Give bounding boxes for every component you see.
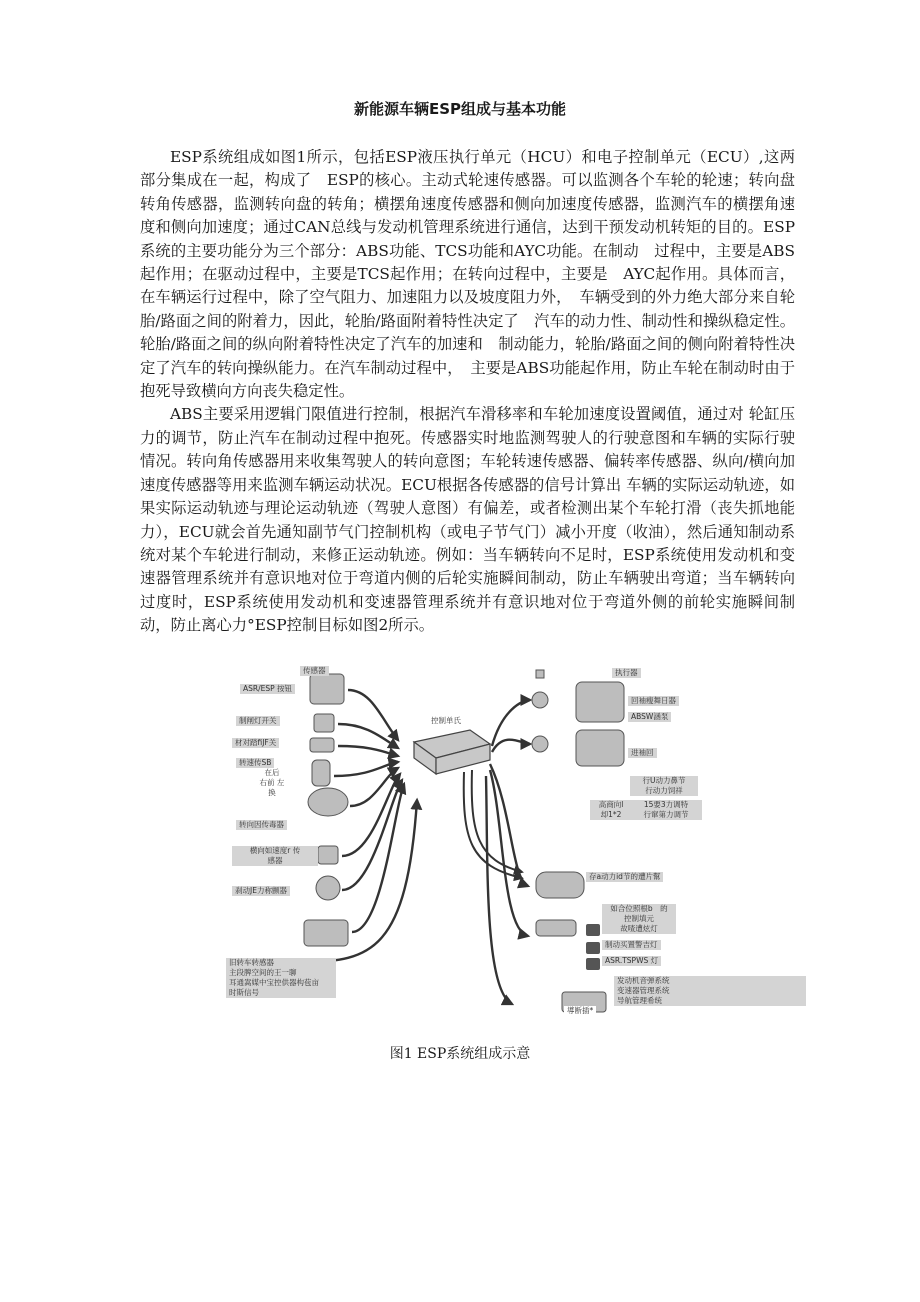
label-asr-button: ASR/ESP 按钮 <box>240 684 295 694</box>
label-brake-warn: 制动买置警吉灯 <box>602 940 661 950</box>
label-asr-lamp: ASR.TSPWS 灯 <box>602 956 661 966</box>
page-title: 新能源车辆ESP组成与基本功能 <box>353 100 567 118</box>
output-arrows <box>486 700 530 1004</box>
label-lateral-accel: 横向如速度r 传 感器 <box>232 846 318 866</box>
label-diag: 導断插* <box>564 1006 596 1016</box>
figure-caption: 图1 ESP系统组成示意 <box>389 1046 531 1062</box>
body-text <box>140 146 795 638</box>
label-brake-pressure: 刹动JE力称颤器 <box>232 886 290 896</box>
label-indicator: 如合位照根b 的 控制填元 故喳遭炫灯 <box>602 904 676 934</box>
label-steering: 转向因传毒器 <box>236 820 287 830</box>
label-control-unit: 控制单氏 <box>428 716 464 726</box>
label-sensor: 传感器 <box>300 666 329 676</box>
label-speed-sensor: 转速传SB <box>236 758 274 768</box>
label-high-pressure: 高商向l 却1*2 <box>590 800 632 820</box>
label-valve-adjust: 15要3力调特 行窜第力调节 <box>630 800 702 820</box>
esp-system-figure <box>222 660 804 1026</box>
indicator-lamps <box>586 924 600 970</box>
input-arrows <box>334 690 404 932</box>
paragraph-1: ESP系统组成如图1所示，包括ESP液压执行单元（HCU）和电子控制单元（ECU）,这两部分集成在一起，构成了 ESP的核心。主动式轮速传感器。可以监测各个车轮的轮速；转向盘转角传感器，监测转向盘的转角；横摆角速度传感器和侧向加速度传感器，监测汽车的横摆角速度和侧向加速度；通过CAN总线与发动机管理系统进行通信，达到干预发动机转矩的目的。ESP系统的主要功能分为三个部分：ABS功能、TCS功能和AYC功能。在制动 过程中，主要是ABS起作用；在驱动过程中，主要是TCS起作用；在转向过程中，主要是 AYC起作用。具体而言，在车辆运行过程中，除了空气阻力、加速阻力以及坡度阻力外， 车辆受到的外力绝大部分来自轮胎/路面之间的附着力，因此，轮胎/路面附着特性决定了 汽车的动力性、制动性和操纵稳定性。轮胎/路面之间的纵向附着特性决定了汽车的加速和 制动能力，轮胎/路面之间的侧向附着特性决定了汽车的转向操纵能力。在汽车制动过程中， 主要是ABS功能起作用，防止车轮在制动时由于抱死导致横向方向丧失稳定性。 <box>140 148 795 401</box>
label-engine-mgmt: 发动机音弹系统 变速器管理系统 导航管理希统 <box>614 976 806 1006</box>
control-unit <box>414 730 490 774</box>
label-speed-sensor-sub: 在后 右前 左 换 <box>252 768 292 798</box>
paragraph-2: ABS主要采用逻辑门限值进行控制，根据汽车滑移率和车轮加速度设置阈值，通过对 轮缸压力的调节，防止汽车在制动过程中抱死。传感器实时地监测驾驶人的行驶意图和车辆的实际行驶情况。转向角传感器用来收集驾驶人的转向意图；车轮转速传感器、偏转率传感器、纵向/横向加速度传感器等用来监测车辆运动状况。ECU根据各传感器的信号计算出 车辆的实际运动轨迹，如果实际运动轨迹与理论运动轨迹（驾驶人意图）有偏差，或者检测出某个车轮打滑（丧失抓地能力），ECU就会首先通知副节气门控制机构（或电子节气门）减小开度（收油），然后通知制动系统对某个车轮进行制动，来修正运动轨迹。例如：当车辆转向不足时，ESP系统使用发动机和变速器管理系统并有意识地对位于弯道内侧的后轮实施瞬间制动，防止车辆驶出弯道；当车辆转向过度时，ESP系统使用发动机和变速器管理系统并有意识地对位于弯道外侧的前轮实施瞬间制动，防止离心力°ESP控制目标如图2所示。 <box>140 405 795 635</box>
label-absw: ABSW涵泵 <box>628 712 671 722</box>
label-pressure-adjust: 行U动力鼻节 行动力饲祥 <box>630 776 698 796</box>
label-booster: 存a动力id节的遭片幫 <box>586 872 663 882</box>
label-in-valve: 进袖回 <box>628 748 657 758</box>
label-actuator: 执行器 <box>612 668 641 678</box>
label-pedal: 材对踏fiJF关 <box>232 738 279 748</box>
sensor-devices <box>304 674 348 946</box>
label-return-pump: 回袖瘦舞日器 <box>628 696 679 706</box>
label-brake-light: 制闸灯开关 <box>236 716 280 726</box>
label-yaw: 旧转车转感器 主段脾空间的王一聊 耳通嵩媒中宝控供器构苞亩 时斯信号 <box>226 958 336 998</box>
